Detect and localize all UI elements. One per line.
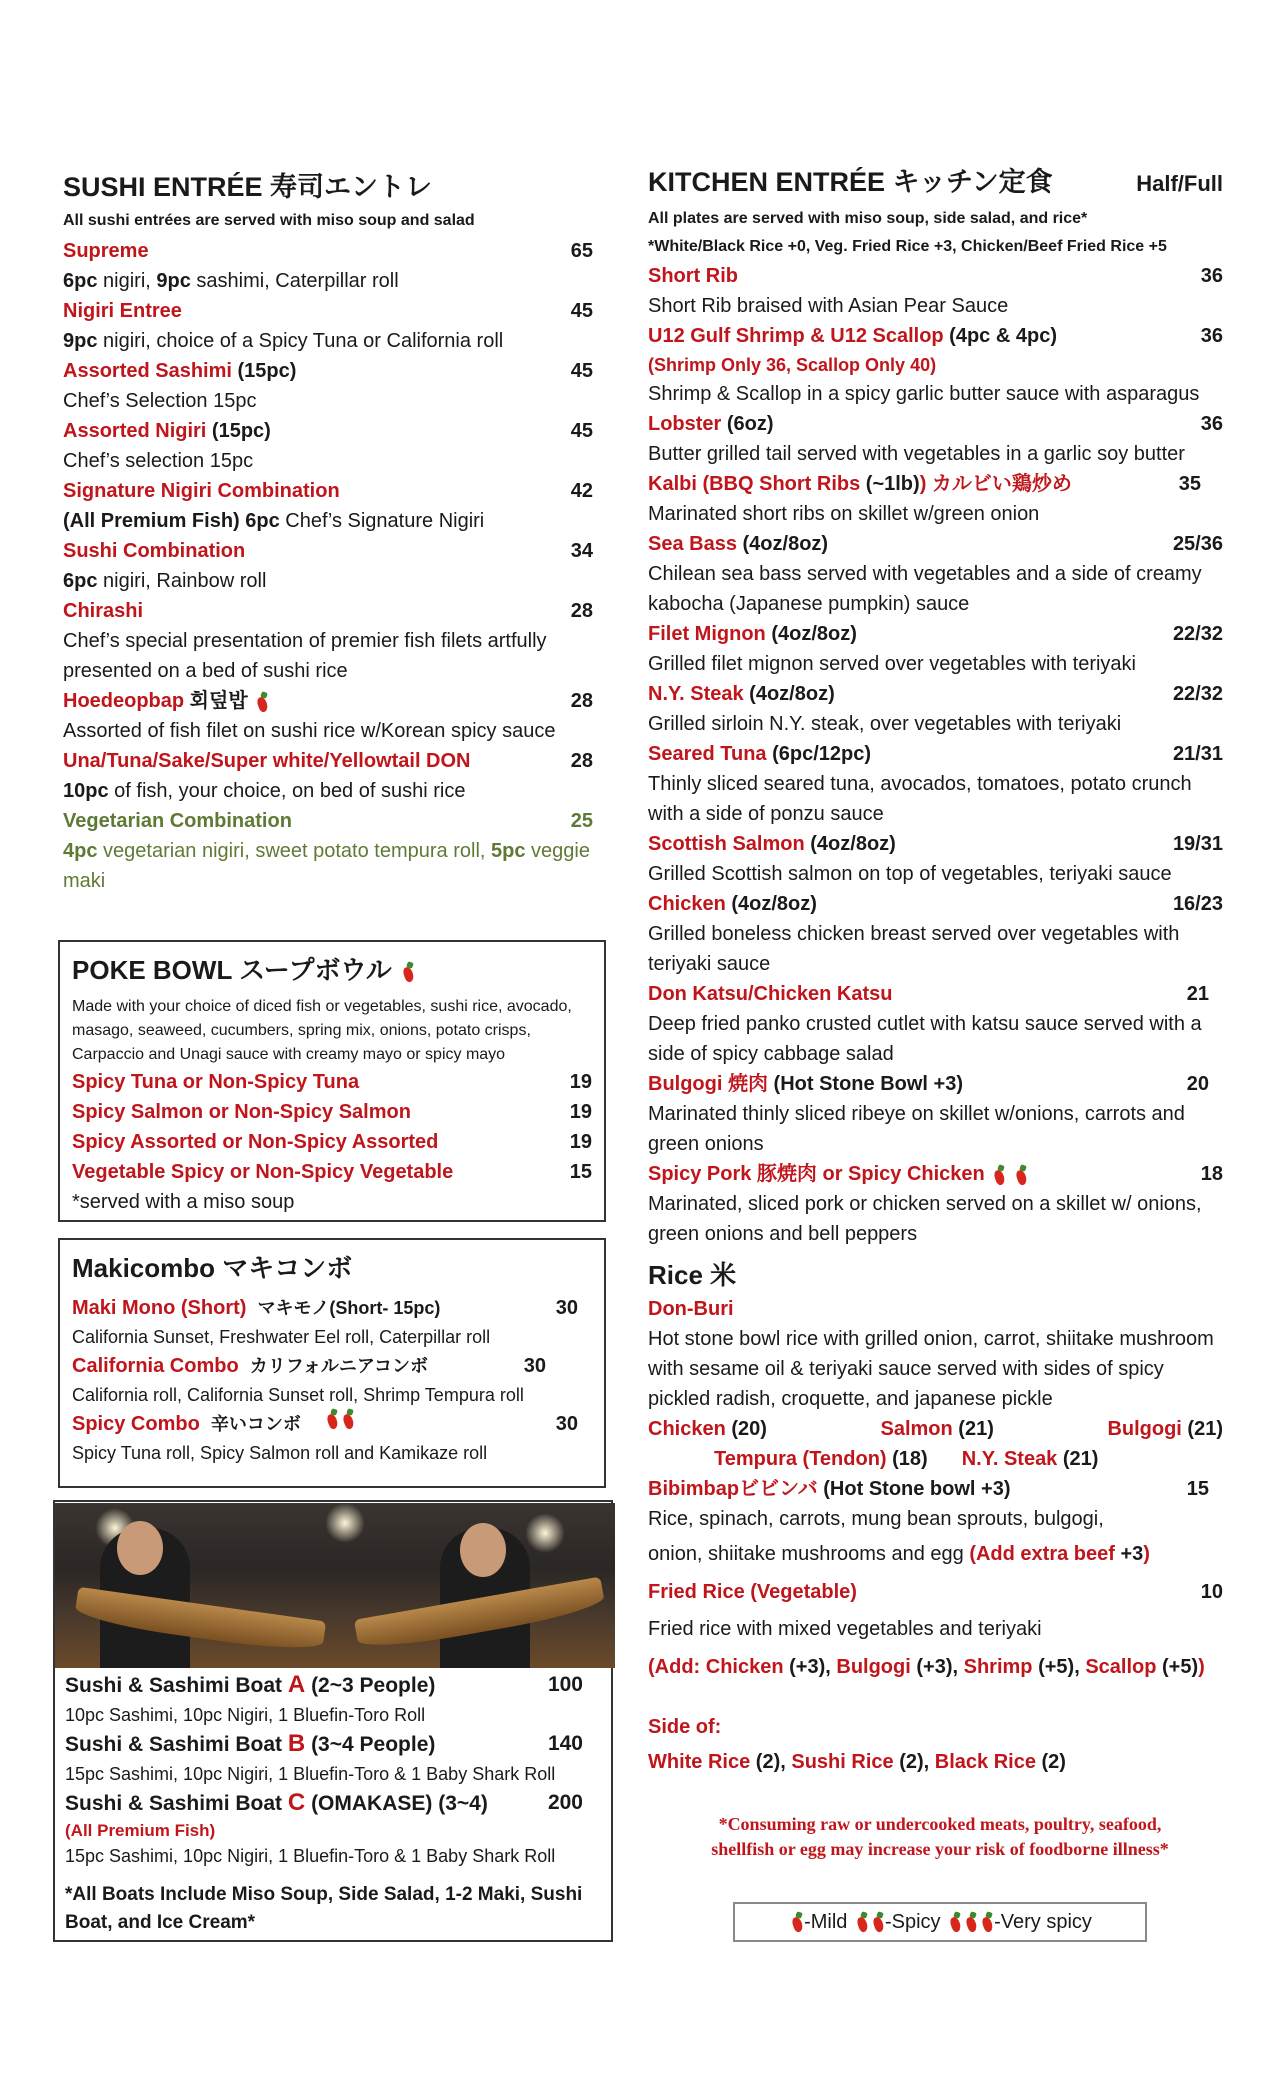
chili-pepper-icon [255,692,269,712]
item-desc: Fried rice with mixed vegetables and teriyaki [648,1618,1042,1640]
item-price: 16/23 [1172,893,1223,915]
donburi-desc: Hot stone bowl rice with grilled onion, carrot, shiitake mushroom with sesame oil & teriyaki sauce served with sides of spicy pickled radish, croquette, and japanese pickle [648,1328,1214,1410]
menu-item-seared-tuna [648,739,1223,829]
item-name: Nigiri Entree [63,300,182,322]
item-portion: (4pc & 4pc) [943,325,1057,347]
poke-bowl-title: POKE BOWL スープボウル [72,955,392,985]
item-portion: (4oz/8oz) [725,893,817,915]
item-portion: (15pc) [231,360,297,382]
chili-pepper-icon [871,1912,885,1932]
add-beef-close: ) [1143,1543,1150,1565]
item-desc: Grilled sirloin N.Y. steak, over vegetables with teriyaki [648,713,1122,735]
item-name: Fried Rice (Vegetable) [648,1581,857,1603]
menu-item-kalbi [648,469,1223,529]
menu-item-assorted-sashimi [63,356,593,416]
chili-pepper-icon [1014,1165,1028,1185]
item-name: Lobster [648,413,722,435]
item-price: 45 [570,420,593,442]
donburi-option-price: (21) [1057,1448,1099,1470]
addon-price: (+3), [910,1656,964,1678]
chefs-with-sushi-boats-photo [55,1503,615,1668]
donburi-option: Bulgogi [1107,1418,1182,1440]
menu-item-filet-mignon [648,619,1223,679]
item-price: 19/31 [1172,833,1223,855]
item-name: Signature Nigiri Combination [63,480,340,502]
donburi-option: Chicken [648,1418,726,1440]
item-name: Chirashi [63,600,144,622]
item-price: 19 [569,1071,592,1093]
boat-letter: A [287,1671,306,1698]
item-desc: Grilled Scottish salmon on top of vegetables, teriyaki sauce [648,863,1172,885]
addon-price: (+5) [1156,1656,1199,1678]
legend-very-spicy: -Very spicy [994,1910,1092,1933]
side-price: (2), [750,1751,792,1773]
donburi-name: Don-Buri [648,1298,734,1320]
item-price: 36 [1200,265,1223,287]
item-portion: (6oz) [721,413,774,435]
item-name: Short Rib [648,265,738,287]
boat-letter: B [287,1730,306,1757]
menu-item-vegetarian-combination [63,806,593,896]
sushi-entree-title: SUSHI ENTRÉE 寿司エントレ [63,172,433,202]
fried-rice-add-ons [648,1648,1223,1686]
item-price: 35 [1178,473,1201,495]
item-name: Bibimbapビビンバ [648,1478,818,1500]
menu-item-chicken [648,889,1223,979]
item-desc: 9pc [63,330,98,352]
item-name: Assorted Nigiri [63,420,207,442]
menu-item-scottish-salmon [648,829,1223,889]
menu-item-sushi-combination [63,536,593,596]
item-price: 20 [1186,1073,1209,1095]
donburi-option-price: (18) [886,1448,928,1470]
item-price: 22/32 [1172,623,1223,645]
item-price: 45 [570,300,593,322]
legend-spicy: -Spicy [884,1910,941,1933]
item-price: 30 [555,1297,578,1319]
item-name: Sea Bass [648,533,737,555]
item-portion: (2~3 People) [305,1674,436,1697]
chili-pepper-icon [325,1409,339,1429]
rice-title: Rice 米 [648,1260,737,1290]
item-name: Chicken [648,893,726,915]
item-jp-name: カリフォルニアコンボ [249,1356,428,1376]
menu-item-fried-rice [648,1574,1223,1610]
item-price: 18 [1200,1163,1223,1185]
sides-list [648,1742,1223,1782]
menu-item-spicy-pork [648,1159,1223,1249]
item-desc: Chef’s Signature Nigiri [279,510,485,532]
item-price: 19 [569,1131,592,1153]
item-price: 21 [1186,983,1209,1005]
addon-name: Shrimp [963,1656,1033,1678]
menu-item-hoedeopbap [63,686,593,746]
chili-pepper-icon [992,1165,1006,1185]
item-desc: Marinated thinly sliced ribeye on skillet w/onions, carrots and green onions [648,1103,1185,1155]
item-price: 15 [569,1161,592,1183]
item-price: 36 [1200,325,1223,347]
item-portion: (OMAKASE) (3~4) [305,1792,488,1815]
menu-item-katsu [648,979,1223,1069]
poke-bowl-title-row [72,950,592,987]
donburi-options-row-1 [648,1414,1223,1444]
item-price: 28 [570,600,593,622]
makicombo-title: Makicombo マキコンボ [72,1253,353,1283]
item-desc: Spicy Tuna roll, Spicy Salmon roll and Kamikaze roll [72,1443,488,1463]
item-price: 15 [1186,1478,1209,1500]
item-desc: Grilled boneless chicken breast served over vegetables with teriyaki sauce [648,923,1180,975]
menu-item-nigiri-entree [63,296,593,356]
item-name: Spicy Combo [72,1413,200,1435]
item-portion: (4oz/8oz) [743,683,835,705]
item-desc: California roll, California Sunset roll, Shrimp Tempura roll [72,1385,524,1405]
donburi-options-row-2 [648,1444,1223,1474]
kitchen-entree-title-row [648,160,1223,199]
item-jp-name: ) カルビい鶏炒め [919,473,1072,495]
item-name: Scottish Salmon [648,833,805,855]
donburi-option-price: (21) [1181,1418,1223,1440]
item-price: 65 [570,240,593,262]
food-safety-warning: *Consuming raw or undercooked meats, poultry, seafood, shellfish or egg may increase your risk of foodborne illness* [711,1814,1169,1859]
item-desc: (All Premium Fish) 6pc [63,510,280,532]
donburi-option: Tempura (Tendon) [714,1448,887,1470]
legend-mild: -Mild [804,1910,848,1933]
item-price: 45 [570,360,593,382]
item-desc: Chilean sea bass served with vegetables and a side of creamy kabocha (Japanese pumpkin) sauce [648,563,1202,615]
item-price: 30 [555,1413,578,1435]
item-portion: (Hot Stone Bowl +3) [767,1073,963,1095]
item-desc: Shrimp & Scallop in a spicy garlic butter sauce with asparagus [648,383,1200,405]
poke-bowl-section [58,940,606,1222]
item-jp-name: 辛いコンボ [210,1414,301,1434]
menu-item-shrimp-scallop [648,321,1223,409]
rice-section [648,1255,1223,1782]
donburi-option-price: (20) [725,1418,767,1440]
item-desc: Short Rib braised with Asian Pear Sauce [648,295,1009,317]
side-price: (2), [893,1751,935,1773]
donburi-option: Salmon [880,1418,953,1440]
menu-item-bibimbap [648,1474,1223,1504]
item-desc: Marinated short ribs on skillet w/green onion [648,503,1040,525]
sushi-boat-list [65,1670,593,1937]
item-desc: veggie maki [63,840,590,892]
item-name: Sushi & Sashimi Boat [65,1674,288,1697]
side-name: Sushi Rice [791,1751,894,1773]
item-desc: nigiri, [97,270,157,292]
item-name: Kalbi (BBQ Short Ribs [648,473,861,495]
chili-pepper-icon [341,1409,355,1429]
addon-price: (+3), [783,1656,837,1678]
item-desc: of fish, your choice, on bed of sushi rice [108,780,466,802]
item-desc: Chef’s selection 15pc [63,450,254,472]
item-price: 25/36 [1172,533,1223,555]
item-name: U12 Gulf Shrimp & U12 Scallop [648,325,944,347]
item-desc: onion, shiitake mushrooms and egg [648,1543,970,1565]
item-name: Una/Tuna/Sake/Super white/Yellowtail DON [63,750,471,772]
item-jp-name: マキモノ(Short- 15pc) [257,1298,441,1318]
item-name: Vegetarian Combination [63,810,292,832]
item-desc: California Sunset, Freshwater Eel roll, Caterpillar roll [72,1327,491,1347]
poke-bowl-footer: *served with a miso soup [72,1191,295,1213]
add-beef-label: (Add extra beef [969,1543,1115,1565]
menu-item-don [63,746,593,806]
sushi-entree-note: All sushi entrées are served with miso soup and salad [63,212,475,229]
item-desc: 4pc [63,840,98,862]
item-price: 42 [570,480,593,502]
item-name: Maki Mono (Short) [72,1297,247,1319]
side-name: Black Rice [934,1751,1036,1773]
item-desc: Marinated, sliced pork or chicken served on a skillet w/ onions, green onions and bell peppers [648,1193,1202,1245]
item-name: Supreme [63,240,149,262]
item-name: Spicy Tuna or Non-Spicy Tuna [72,1071,360,1093]
boat-letter: C [287,1789,306,1816]
item-name: Sushi & Sashimi Boat [65,1733,288,1756]
item-price: 19 [569,1101,592,1123]
addon-name: Bulgogi [836,1656,911,1678]
item-price: 28 [570,690,593,712]
donburi-option-price: (21) [952,1418,994,1440]
addon-open: (Add: [648,1656,706,1678]
item-desc: nigiri, Rainbow roll [97,570,267,592]
item-name: Spicy Salmon or Non-Spicy Salmon [72,1101,411,1123]
chili-pepper-icon [401,962,415,982]
item-desc: Assorted of fish filet on sushi rice w/Korean spicy sauce [63,720,556,742]
item-name: Filet Mignon [648,623,766,645]
item-price: 100 [547,1673,583,1696]
chili-pepper-icon [855,1912,869,1932]
item-price: 36 [1200,413,1223,435]
item-name: Assorted Sashimi [63,360,232,382]
menu-item-ny-steak [648,679,1223,739]
item-portion: (4oz/8oz) [765,623,857,645]
item-price: 34 [570,540,593,562]
item-desc: Deep fried panko crusted cutlet with katsu sauce served with a side of spicy cabbage salad [648,1013,1202,1065]
item-price: 22/32 [1172,683,1223,705]
item-desc: 6pc [63,270,98,292]
item-desc: 15pc Sashimi, 10pc Nigiri, 1 Bluefin-Toro & 1 Baby Shark Roll [65,1846,556,1866]
chili-pepper-icon [980,1912,994,1932]
item-desc: Butter grilled tail served with vegetables in a garlic soy butter [648,443,1185,465]
poke-bowl-note: Made with your choice of diced fish or vegetables, sushi rice, avocado, masago, seaweed, cucumbers, spring mix, onions, potato crisps, Carpaccio and Unagi sauce with creamy mayo or spicy mayo [72,998,572,1063]
add-beef-price: +3 [1114,1543,1144,1565]
item-desc: 5pc [491,840,526,862]
half-full-label: Half/Full [1136,171,1223,196]
item-price: 200 [547,1791,583,1814]
item-portion: (3~4 People) [305,1733,436,1756]
item-name: Vegetable Spicy or Non-Spicy Vegetable [72,1161,454,1183]
sushi-boat-footer: *All Boats Include Miso Soup, Side Salad, 1-2 Maki, Sushi Boat, and Ice Cream* [65,1884,583,1933]
item-name: Sushi & Sashimi Boat [65,1792,288,1815]
item-desc: 15pc Sashimi, 10pc Nigiri, 1 Bluefin-Toro & 1 Baby Shark Roll [65,1764,556,1784]
item-desc: Chef’s special presentation of premier fish filets artfully presented on a bed of sushi rice [63,630,547,682]
menu-item-signature-nigiri [63,476,593,536]
item-name: Sushi Combination [63,540,246,562]
item-portion: (Hot Stone bowl +3) [817,1478,1011,1500]
item-price: 140 [547,1732,583,1755]
item-name: Seared Tuna [648,743,767,765]
kitchen-entree-note: All plates are served with miso soup, side salad, and rice* [648,210,1088,227]
menu-item-sea-bass [648,529,1223,619]
item-price: 10 [1200,1581,1223,1603]
addon-close: ) [1198,1656,1205,1678]
addon-name: Scallop [1085,1656,1157,1678]
item-portion: (6pc/12pc) [766,743,872,765]
chili-pepper-icon [948,1912,962,1932]
item-desc: vegetarian nigiri, sweet potato tempura roll, [97,840,492,862]
item-name: Hoedeopbap [63,690,185,712]
menu-item-assorted-nigiri [63,416,593,476]
menu-item-bulgogi [648,1069,1223,1159]
kitchen-entree-rice-note: *White/Black Rice +0, Veg. Fried Rice +3, Chicken/Beef Fried Rice +5 [648,238,1167,255]
side-of-title: Side of: [648,1716,722,1738]
item-desc: 10pc Sashimi, 10pc Nigiri, 1 Bluefin-Toro Roll [65,1705,426,1725]
item-portion: (4oz/8oz) [804,833,896,855]
item-price: 30 [523,1355,546,1377]
item-desc: Thinly sliced seared tuna, avocados, tomatoes, potato crunch with a side of ponzu sauce [648,773,1192,825]
item-name: N.Y. Steak [648,683,744,705]
kitchen-entree-title: KITCHEN ENTRÉE キッチン定食 [648,167,1053,197]
item-desc: nigiri, choice of a Spicy Tuna or California roll [97,330,504,352]
item-name: Spicy Assorted or Non-Spicy Assorted [72,1131,439,1153]
item-name: Spicy Pork 豚焼肉 or Spicy Chicken [648,1163,985,1185]
donburi-option: N.Y. Steak [961,1448,1058,1470]
spice-legend [733,1902,1147,1942]
item-desc: 9pc [156,270,191,292]
item-desc: sashimi, Caterpillar roll [190,270,399,292]
item-desc: Grilled filet mignon served over vegetables with teriyaki [648,653,1136,675]
item-desc: Rice, spinach, carrots, mung bean sprouts, bulgogi, [648,1508,1104,1530]
addon-price: (+5), [1032,1656,1086,1678]
item-sub: (All Premium Fish) [65,1821,216,1840]
item-sub: (Shrimp Only 36, Scallop Only 40) [648,355,937,375]
item-name: Bulgogi 焼肉 [648,1073,768,1095]
item-portion: (~1lb) [860,473,920,495]
item-desc: 6pc [63,570,98,592]
menu-item-chirashi [63,596,593,686]
addon-name: Chicken [705,1656,784,1678]
item-price: 28 [570,750,593,772]
item-price: 25 [570,810,593,832]
item-desc: 10pc [63,780,109,802]
item-name: Don Katsu/Chicken Katsu [648,983,893,1005]
side-name: White Rice [648,1751,751,1773]
item-korean-name: 회덮밥 [184,690,248,712]
item-desc: Chef’s Selection 15pc [63,390,257,412]
menu-item-short-rib [648,261,1223,321]
side-price: (2) [1035,1751,1066,1773]
item-portion: (15pc) [206,420,271,442]
kitchen-entree-section [648,160,1223,1782]
makicombo-section [58,1238,606,1488]
chili-pepper-icon [964,1912,978,1932]
chili-pepper-icon [790,1912,804,1932]
item-name: California Combo [72,1355,239,1377]
item-portion: (4oz/8oz) [736,533,829,555]
sushi-entree-section [63,165,593,896]
menu-item-lobster [648,409,1223,469]
item-price: 21/31 [1172,743,1223,765]
menu-item-supreme [63,236,593,296]
